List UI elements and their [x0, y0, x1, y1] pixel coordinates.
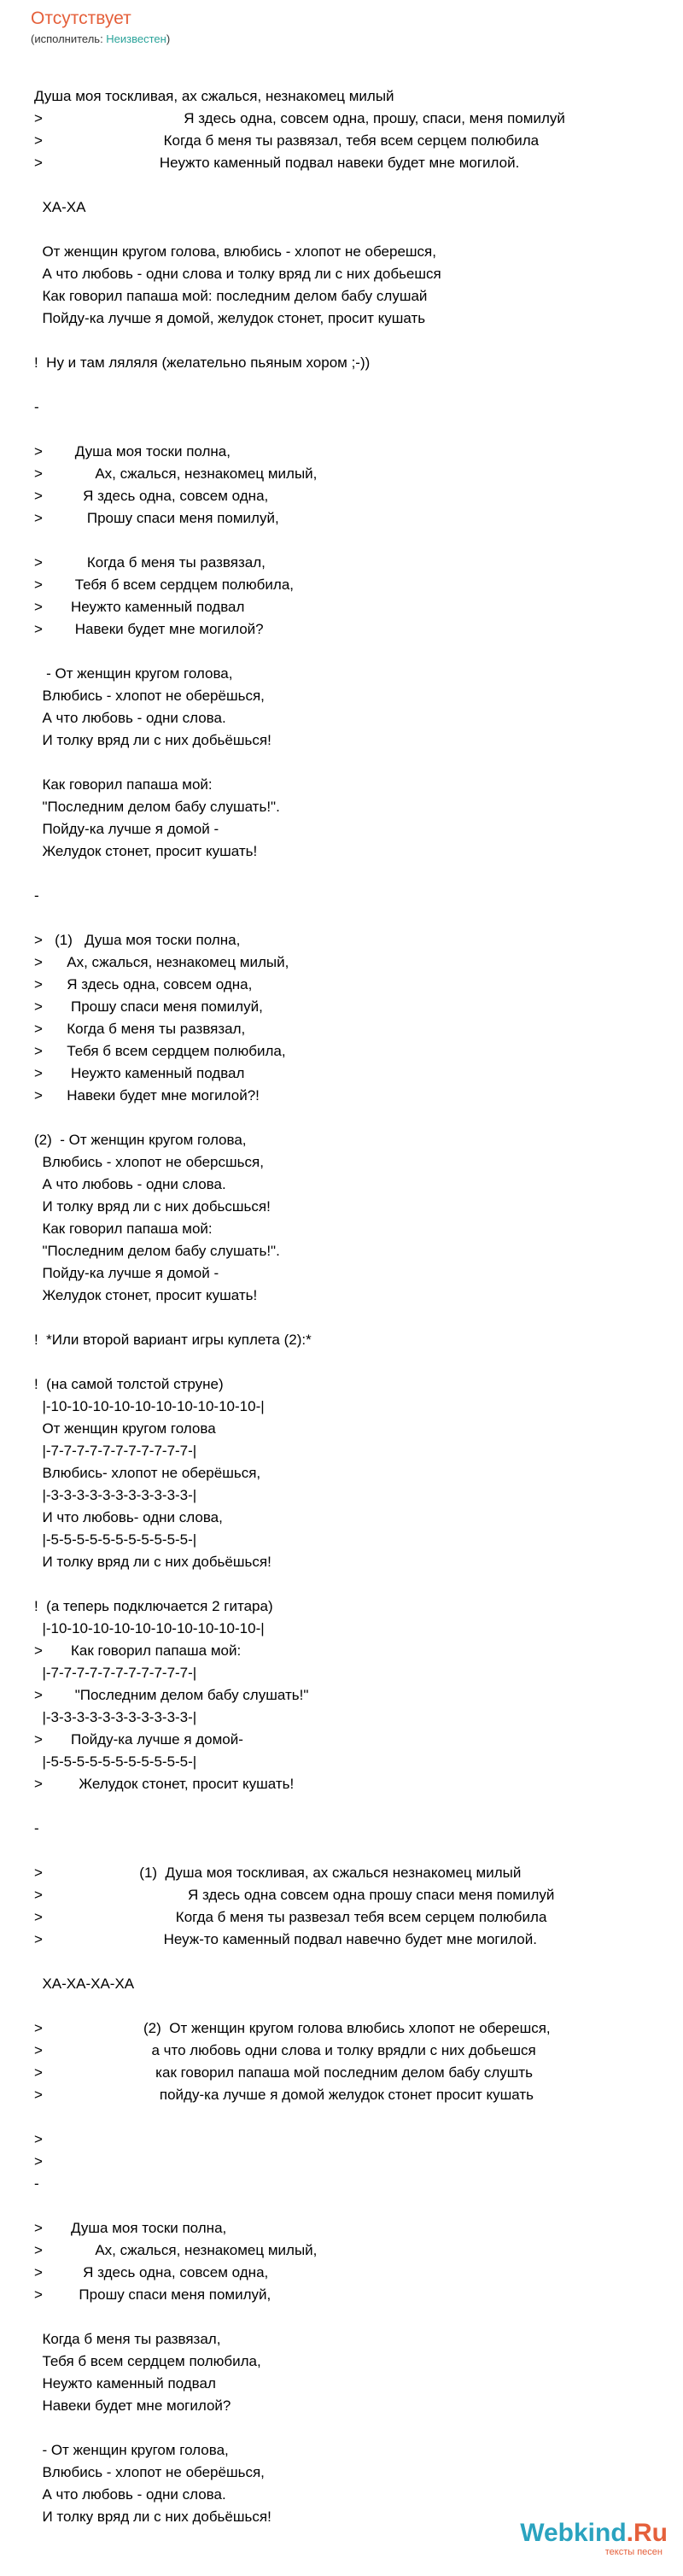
artist-suffix: )	[166, 32, 171, 45]
lyrics-text	[34, 85, 669, 2528]
lyric-line: > Неужто каменный подвал	[34, 599, 245, 615]
lyric-line: > Я здесь одна, совсем одна,	[34, 976, 253, 992]
lyric-line	[34, 174, 669, 196]
lyric-line: - От женщин кругом голова,	[34, 665, 233, 682]
lyric-line	[34, 2195, 669, 2217]
lyric-line: > Когда б меня ты развезал тебя всем серцем полюбила	[34, 1909, 547, 1925]
lyric-line	[34, 419, 669, 441]
lyric-line: И толку вряд ли с них добьёшься!	[34, 732, 271, 748]
lyric-line: > Душа моя тоски полна,	[34, 443, 231, 460]
lyric-line: > Как говорил папаша мой:	[34, 1642, 242, 1659]
lyric-line: >	[34, 2153, 43, 2169]
lyric-line	[34, 907, 669, 929]
lyric-line: > а что любовь одни слова и толку врядли с них добьешся	[34, 2042, 536, 2058]
artist-link[interactable]: Неизвестен	[106, 32, 166, 45]
artist-line	[31, 32, 683, 46]
lyric-line: |-7-7-7-7-7-7-7-7-7-7-7-|	[34, 1443, 197, 1459]
lyric-line: И толку вряд ли с них добьсшься!	[34, 1198, 271, 1215]
lyric-line: > Когда б меня ты развязал,	[34, 554, 266, 571]
logo-wordmark	[520, 2520, 668, 2547]
lyric-line: > Душа моя тоски полна,	[34, 2220, 227, 2236]
lyric-line: "Последним делом бабу слушать!".	[34, 799, 280, 815]
logo-domain: .Ru	[626, 2519, 668, 2547]
lyric-line: > Ах, сжалься, незнакомец милый,	[34, 954, 289, 970]
lyric-line: И что любовь- одни слова,	[34, 1509, 223, 1525]
lyric-line	[34, 1573, 669, 1595]
lyric-line: > Тебя б всем сердцем полюбила,	[34, 1043, 286, 1059]
lyric-line: Неужто каменный подвал	[34, 2375, 216, 2392]
lyric-line: Тебя б всем сердцем полюбила,	[34, 2353, 261, 2369]
lyric-line: > Прошу спаси меня помилуй,	[34, 510, 279, 526]
lyric-line: > Я здесь одна, совсем одна,	[34, 2264, 269, 2280]
lyric-line: > Навеки будет мне могилой?!	[34, 1087, 260, 1104]
lyric-line: ! *Или второй вариант игры куплета (2):*	[34, 1332, 312, 1348]
lyric-line: И толку вряд ли с них добьёшься!	[34, 2509, 271, 2525]
lyric-line: Как говорил папаша мой: последним делом бабу слушай	[34, 288, 428, 304]
lyric-line: ! Ну и там ляляля (желательно пьяным хором ;-))	[34, 354, 371, 371]
lyric-line: > пойду-ка лучше я домой желудок стонет просит кушать	[34, 2087, 534, 2103]
lyric-line	[34, 1307, 669, 1329]
lyric-line: ХА-ХА-ХА-ХА	[34, 1976, 135, 1992]
lyric-line: А что любовь - одни слова.	[34, 1176, 226, 1192]
lyric-line: > Неужто каменный подвал	[34, 1065, 245, 1081]
lyric-line: -	[34, 1820, 39, 1836]
lyric-line: > Прошу спаси меня помилуй,	[34, 2286, 271, 2303]
lyric-line: > Пойду-ка лучше я домой-	[34, 1731, 243, 1748]
lyric-line: А что любовь - одни слова и толку вряд ли с них добьешся	[34, 266, 441, 282]
lyric-line	[34, 2106, 669, 2128]
lyric-line	[34, 530, 669, 552]
song-title: Отсутствует	[31, 9, 131, 28]
page-header	[0, 0, 683, 46]
lyric-line: > Я здесь одна совсем одна прошу спаси меня помилуй	[34, 1887, 555, 1903]
lyric-line	[34, 641, 669, 663]
lyric-line: Навеки будет мне могилой?	[34, 2397, 231, 2414]
lyric-line: (2) - От женщин кругом голова,	[34, 1132, 247, 1148]
lyric-line: |-7-7-7-7-7-7-7-7-7-7-7-|	[34, 1665, 197, 1681]
lyric-line: > Ах, сжалься, незнакомец милый,	[34, 2242, 318, 2258]
lyric-line: От женщин кругом голова	[34, 1420, 216, 1437]
lyric-line	[34, 1995, 669, 2017]
lyric-line: А что любовь - одни слова.	[34, 2486, 226, 2503]
lyric-line	[34, 1951, 669, 1973]
lyric-line: |-3-3-3-3-3-3-3-3-3-3-3-|	[34, 1709, 197, 1725]
lyric-line	[34, 1840, 669, 1862]
lyric-line: |-10-10-10-10-10-10-10-10-10-10-|	[34, 1398, 265, 1414]
lyric-line: > Ах, сжалься, незнакомец милый,	[34, 465, 318, 482]
lyric-line: > (2) От женщин кругом голова влюбись хлопот не оберешся,	[34, 2020, 551, 2036]
lyric-line: -	[34, 2175, 39, 2192]
lyric-line	[34, 2417, 669, 2439]
lyric-line: >	[34, 2131, 43, 2147]
lyric-line: Желудок стонет, просит кушать!	[34, 843, 258, 859]
lyric-line: - От женщин кругом голова,	[34, 2442, 229, 2458]
lyric-line: Как говорил папаша мой:	[34, 776, 213, 793]
lyric-line: > (1) Душа моя тоски полна,	[34, 932, 241, 948]
lyric-line: > Навеки будет мне могилой?	[34, 621, 264, 637]
lyric-line: > Я здесь одна, совсем одна,	[34, 488, 269, 504]
lyric-line: Пойду-ка лучше я домой, желудок стонет, просит кушать	[34, 310, 426, 326]
lyric-line: От женщин кругом голова, влюбись - хлопот не оберешся,	[34, 243, 436, 260]
lyric-line: > Неуж-то каменный подвал навечно будет мне могилой.	[34, 1931, 537, 1947]
lyric-line: Как говорил папаша мой:	[34, 1221, 213, 1237]
lyric-line: > Тебя б всем сердцем полюбила,	[34, 577, 294, 593]
logo-brand: Webkind	[520, 2519, 627, 2547]
lyric-line: Когда б меня ты развязал,	[34, 2331, 221, 2347]
lyric-line: |-5-5-5-5-5-5-5-5-5-5-5-|	[34, 1531, 197, 1548]
lyric-line: ХА-ХА	[34, 199, 86, 215]
lyric-line	[34, 1795, 669, 1818]
lyric-line: -	[34, 399, 39, 415]
lyric-line: Влюбись - хлопот не оберёшься,	[34, 2464, 265, 2480]
lyric-line: ! (на самой толстой струне)	[34, 1376, 224, 1392]
lyric-line	[34, 752, 669, 774]
lyric-line	[34, 374, 669, 396]
lyric-line: Влюбись - хлопот не оберёшься,	[34, 688, 265, 704]
lyric-line: Пойду-ка лучше я домой -	[34, 821, 219, 837]
lyric-line: > Прошу спаси меня помилуй,	[34, 998, 263, 1015]
logo-tagline: тексты песен	[604, 2547, 663, 2557]
lyric-line	[34, 330, 669, 352]
lyric-line	[34, 1107, 669, 1129]
lyric-line: ! (а теперь подключается 2 гитара)	[34, 1598, 273, 1614]
lyric-line: > (1) Душа моя тоскливая, ах сжалься незнакомец милый	[34, 1865, 522, 1881]
lyric-line: Влюбись- хлопот не оберёшься,	[34, 1465, 261, 1481]
lyric-line: > Когда б меня ты развязал,	[34, 1021, 246, 1037]
lyric-line	[34, 1351, 669, 1373]
lyric-line: > Желудок стонет, просит кушать!	[34, 1776, 295, 1792]
lyric-line: А что любовь - одни слова.	[34, 710, 226, 726]
lyric-line: Желудок стонет, просит кушать!	[34, 1287, 258, 1303]
artist-prefix: (исполнитель:	[31, 32, 107, 45]
lyric-line: > Когда б меня ты развязал, тебя всем серцем полюбила	[34, 132, 540, 149]
lyric-line: -	[34, 887, 39, 904]
lyric-line	[34, 219, 669, 241]
lyric-line: |-5-5-5-5-5-5-5-5-5-5-5-|	[34, 1753, 197, 1770]
lyric-line: > Неужто каменный подвал навеки будет мне могилой.	[34, 155, 520, 171]
lyric-line: Пойду-ка лучше я домой -	[34, 1265, 219, 1281]
lyric-line: |-3-3-3-3-3-3-3-3-3-3-3-|	[34, 1487, 197, 1503]
lyric-line: Влюбись - хлопот не оберсшься,	[34, 1154, 264, 1170]
lyric-line	[34, 863, 669, 885]
lyric-line: > "Последним делом бабу слушать!"	[34, 1687, 309, 1703]
lyric-line: И толку вряд ли с них добьёшься!	[34, 1554, 271, 1570]
lyric-line: "Последним делом бабу слушать!".	[34, 1243, 280, 1259]
lyric-line: Душа моя тоскливая, ах сжалься, незнакомец милый	[34, 88, 394, 104]
lyric-line: |-10-10-10-10-10-10-10-10-10-10-|	[34, 1620, 265, 1636]
site-logo[interactable]	[520, 2520, 668, 2557]
lyric-line: > Я здесь одна, совсем одна, прошу, спаси, меня помилуй	[34, 110, 565, 126]
lyric-line: > как говорил папаша мой последним делом бабу слушть	[34, 2064, 534, 2081]
lyric-line	[34, 2306, 669, 2328]
